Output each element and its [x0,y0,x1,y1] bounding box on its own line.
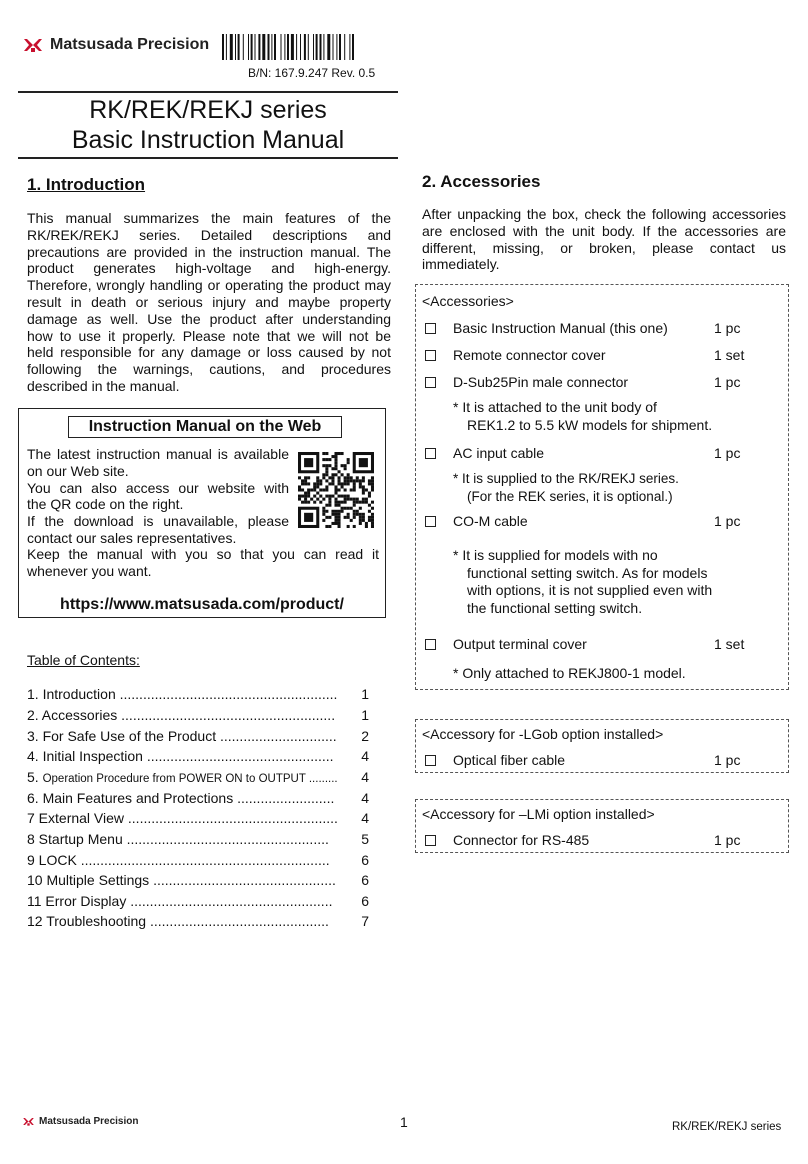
web-text-line: on our Web site. [27,462,129,479]
toc-item-text: 10 Multiple Settings ............................................... [27,872,336,888]
paragraph-line: product generates high-voltage and high-energy. [27,260,391,277]
web-text-narrow [27,446,289,547]
toc-item-page: 4 [361,748,369,764]
toc-item[interactable] [27,769,369,785]
checkbox-icon[interactable] [425,323,436,334]
barcode-icon [222,34,392,60]
toc-item[interactable] [27,707,369,723]
toc-item-title [27,686,355,702]
accessory-item [425,832,589,848]
paragraph-line: different, missing, or broken, please contact us [422,239,786,256]
page-number: 1 [400,1114,408,1130]
toc-item[interactable] [27,686,369,702]
paragraph-line: After unpacking the box, check the following accessories [422,206,786,222]
toc-item-text: 8 Startup Menu .................................................... [27,831,329,847]
accessory-name: Basic Instruction Manual (this one) [453,320,668,336]
accessory-name: Remote connector cover [453,347,606,363]
toc-item-page: 6 [361,893,369,909]
footer-brand: Matsusada Precision [39,1116,139,1127]
toc-item-text-small: Operation Procedure from POWER ON to OUTPUT ......... [42,773,338,785]
web-text-line: You can also access our website with [27,479,289,496]
product-url-link[interactable]: https://www.matsusada.com/product/ [60,596,344,613]
qr-code-icon[interactable] [298,452,374,528]
web-manual-title: Instruction Manual on the Web [68,416,342,438]
toc-item-page: 6 [361,872,369,888]
toc-item-title [27,893,355,909]
paragraph-line: held responsible for any damage or loss caused by not [27,344,391,361]
toc-item[interactable] [27,893,369,909]
lmi-box-label: <Accessory for –LMi option installed> [422,806,655,822]
web-text-line: contact our sales representatives. [27,529,237,546]
accessory-item [425,636,587,652]
note-line: REK1.2 to 5.5 kW models for shipment. [467,416,713,433]
document-number: B/N: 167.9.247 Rev. 0.5 [248,66,376,80]
toc-item[interactable] [27,913,369,929]
toc-item-title [27,872,355,888]
web-text-line: If the download is unavailable, please [27,513,289,530]
accessory-qty: 1 pc [714,320,741,336]
paragraph-line: damage as well. Use the product after understanding [27,310,391,327]
toc-item-page: 4 [361,769,369,785]
accessory-qty: 1 pc [714,445,741,461]
toc-item-text: 3. For Safe Use of the Product .............................. [27,728,337,744]
page-title-line2: Basic Instruction Manual [71,126,345,154]
toc-item-page: 6 [361,852,369,868]
accessory-name: Optical fiber cable [453,752,566,768]
com-cable-note [453,547,712,617]
accessory-qty: 1 pc [714,374,741,390]
paragraph-line: described in the manual. [27,377,180,394]
accessories-heading: 2. Accessories [422,172,541,191]
toc-item[interactable] [27,748,369,764]
accessory-item [425,374,628,390]
accessory-qty: 1 pc [714,752,741,768]
footer-logo [22,1116,138,1127]
toc-item[interactable] [27,831,369,847]
checkbox-icon[interactable] [425,377,436,388]
accessory-name: CO-M cable [453,513,528,529]
toc-item[interactable] [27,810,369,826]
accessory-qty: 1 set [714,347,745,363]
paragraph-line: RK/REK/REKJ series. Detailed descriptions and [27,226,391,243]
checkbox-icon[interactable] [425,639,436,650]
web-text-line: The latest instruction manual is available [27,446,289,462]
paragraph-line: how to use it properly. Please note that we will not be [27,327,391,344]
note-line: * It is supplied to the RK/REKJ series. [453,471,679,486]
toc-item-text: 7 External View ...................................................... [27,810,338,826]
accessories-paragraph [422,206,786,273]
checkbox-icon[interactable] [425,350,436,361]
brand-name: Matsusada Precision [50,36,210,53]
title-rule-bottom [18,157,398,159]
toc-item-page: 4 [361,790,369,806]
brand-logo [22,36,209,54]
toc-item[interactable] [27,790,369,806]
accessory-item [425,320,668,336]
toc-item-title [27,852,355,868]
web-text-line: whenever you want. [27,562,152,579]
note-line: functional setting switch. As for models [467,564,708,581]
toc-item-title [27,769,355,785]
accessories-box-label: <Accessories> [422,293,514,309]
accessory-name: D-Sub25Pin male connector [453,374,629,390]
toc-item-page: 1 [361,686,369,702]
web-text-wide [27,546,379,580]
note-line: with options, it is not supplied even with [467,582,713,598]
checkbox-icon[interactable] [425,755,436,766]
toc-item-title [27,913,355,929]
toc-item-title [27,810,355,826]
accessory-name: Output terminal cover [453,636,587,652]
dsub-note [453,399,712,434]
toc-item-title [27,748,355,764]
note-line: the functional setting switch. [467,599,643,616]
matsusada-logo-icon [22,36,44,54]
toc-item[interactable] [27,852,369,868]
intro-heading: 1. Introduction [27,175,146,194]
paragraph-line: following the warnings, cautions, and procedures [27,361,391,378]
accessory-qty: 1 set [714,636,745,652]
toc-item-text: 1. Introduction ........................................................ [27,686,338,702]
web-text-line: the QR code on the right. [27,496,184,513]
toc-item-title [27,707,355,723]
footer-series: RK/REK/REKJ series [672,1121,782,1133]
toc-item-title [27,831,355,847]
toc-item-text: 5. [27,769,43,785]
toc-item-text: 2. Accessories ....................................................... [27,707,336,723]
toc-item-page: 4 [361,810,369,826]
toc-item-title [27,790,355,806]
paragraph-line: This manual summarizes the main features of the [27,210,391,226]
lgob-box-label: <Accessory for -LGob option installed> [422,726,664,742]
accessory-item [425,445,544,461]
paragraph-line: result in death or serious injury and maybe property [27,293,391,310]
toc-item-page: 7 [361,913,369,929]
intro-paragraph [27,210,391,395]
note-line: * It is attached to the unit body of [453,399,657,415]
accessory-item [425,513,528,529]
note-line: * It is supplied for models with no [453,547,658,563]
toc-item[interactable] [27,872,369,888]
accessory-name: AC input cable [453,445,545,461]
web-text-line: Keep the manual with you so that you can read it [27,546,379,562]
accessory-item [425,347,606,363]
toc-item-page: 5 [361,831,369,847]
toc-item-text: 6. Main Features and Protections ......................... [27,790,335,806]
paragraph-line: precautions are provided in the instruction manual. The [27,243,391,260]
accessory-item [425,752,565,768]
toc-item-page: 2 [361,728,369,744]
toc-item[interactable] [27,728,369,744]
paragraph-line: are enclosed with the unit body. If the accessories are [422,222,786,239]
page-title-line1: RK/REK/REKJ series [89,96,327,124]
toc-item-text: 11 Error Display .................................................... [27,893,333,909]
paragraph-line: Therefore, wrongly handling or operating the product may [27,277,391,294]
toc-item-text: 12 Troubleshooting .............................................. [27,913,329,929]
accessory-qty: 1 pc [714,513,741,529]
accessory-qty: 1 pc [714,832,741,848]
note-line: * Only attached to REKJ800-1 model. [453,665,686,681]
matsusada-logo-icon [22,1116,35,1127]
note-line: (For the REK series, it is optional.) [467,488,673,504]
accessory-name: Connector for RS-485 [453,832,590,848]
checkbox-icon[interactable] [425,835,436,846]
output-cover-note [453,665,686,683]
checkbox-icon[interactable] [425,516,436,527]
checkbox-icon[interactable] [425,448,436,459]
paragraph-line: immediately. [422,256,500,273]
toc-heading: Table of Contents: [27,652,140,668]
toc-item-title [27,728,355,744]
toc-item-text: 9 LOCK ................................................................ [27,852,330,868]
ac-cable-note [453,470,679,505]
toc-item-text: 4. Initial Inspection ................................................ [27,748,334,764]
toc-item-page: 1 [361,707,369,723]
title-rule-top [18,91,398,93]
